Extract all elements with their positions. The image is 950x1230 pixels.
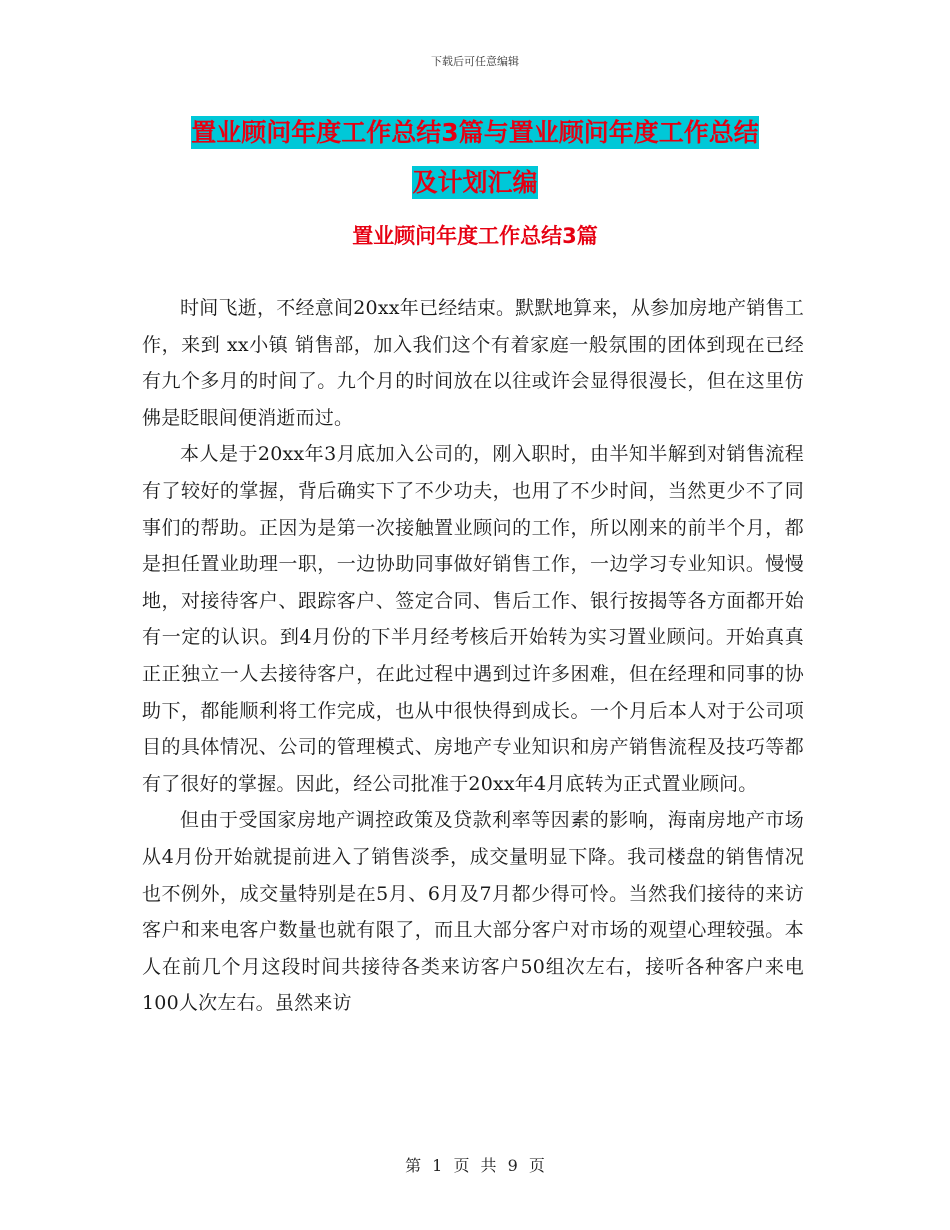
document-title-line-1: 置业顾问年度工作总结3篇与置业顾问年度工作总结 xyxy=(191,118,759,147)
body-paragraph-2: 本人是于20xx年3月底加入公司的，刚入职时，由半知半解到对销售流程有了较好的掌握，背后确实下了不少功夫，也用了不少时间，当然更少不了同事们的帮助。正因为是第一次接触置业顾问的工作，所以刚来的前半个月，都是担任置业助理一职，一边协助同事做好销售工作，一边学习专业知识。慢慢地，对接待客户、跟踪客户、签定合同、售后工作、银行按揭等各方面都开始有一定的认识。到4月份的下半月经考核后开始转为实习置业顾问。开始真真正正独立一人去接待客户，在此过程中遇到过许多困难，但在经理和同事的协助下，都能顺利将工作完成，也从中很快得到成长。一个月后本人对于公司项目的具体情况、公司的管理模式、房地产专业知识和房产销售流程及技巧等都有了很好的掌握。因此，经公司批准于20xx年4月底转为正式置业顾问。 xyxy=(142,443,804,795)
page-number-footer: 第 1 页 共 9 页 xyxy=(405,1156,545,1175)
document-title-line-2: 及计划汇编 xyxy=(412,168,538,197)
document-title xyxy=(140,108,810,208)
page-header-note: 下载后可任意编辑 xyxy=(431,55,519,68)
document-body xyxy=(142,290,804,1022)
body-paragraph-3: 但由于受国家房地产调控政策及贷款利率等因素的影响，海南房地产市场从4月份开始就提前进入了销售淡季，成交量明显下降。我司楼盘的销售情况也不例外，成交量特别是在5月、6月及7月都少得可怜。当然我们接待的来访客户和来电客户数量也就有限了，而且大部分客户对市场的观望心理较强。本人在前几个月这段时间共接待各类来访客户50组次左右，接听各种客户来电100人次左右。虽然来访 xyxy=(142,809,804,1015)
body-paragraph-1: 时间飞逝，不经意间20xx年已经结束。默默地算来，从参加房地产销售工作，来到 xx小镇 销售部，加入我们这个有着家庭一般氛围的团体到现在已经有九个多月的时间了。九个月的时间放在以往或许会显得很漫长，但在这里仿佛是眨眼间便消逝而过。 xyxy=(142,297,804,429)
section-title: 置业顾问年度工作总结3篇 xyxy=(352,224,598,248)
